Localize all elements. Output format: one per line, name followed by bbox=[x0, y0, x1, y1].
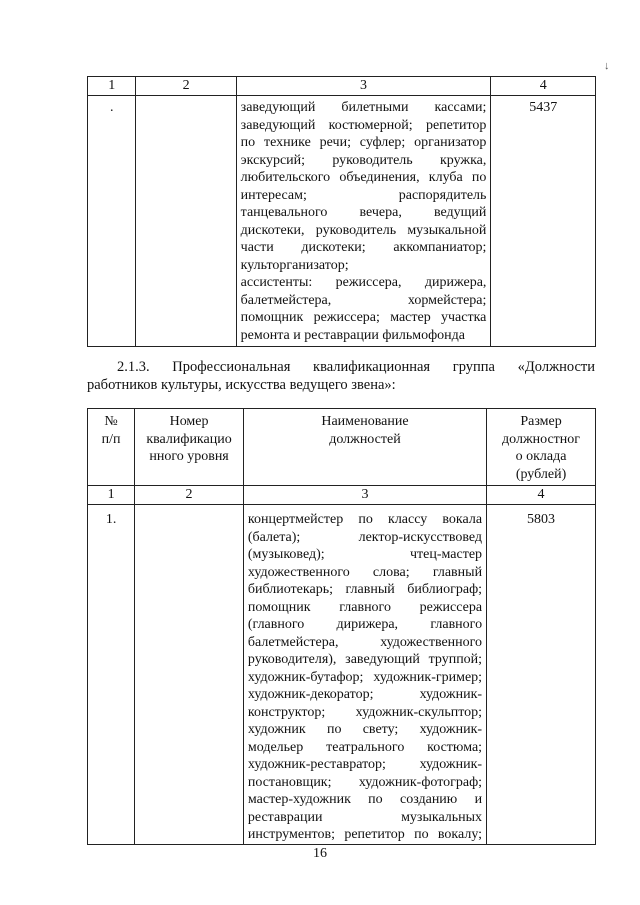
positions-cell bbox=[243, 505, 486, 845]
section-heading-paragraph bbox=[87, 358, 595, 394]
position-line: ремонта и реставрации фильмофонда bbox=[240, 327, 466, 343]
position-line: заведующий билетными кассами; bbox=[240, 100, 487, 115]
table-row bbox=[88, 505, 596, 845]
position-line: конструктор; художник-скульптор; bbox=[247, 704, 483, 720]
row-number-cell: 1. bbox=[88, 505, 135, 845]
page-number: 16 bbox=[313, 846, 327, 861]
position-line: (балета); лектор-искусствовед bbox=[247, 529, 483, 545]
column-header-level: Номер квалификацио нного уровня bbox=[135, 409, 244, 486]
position-line: постановщик; художник-фотограф; bbox=[247, 774, 483, 790]
level-cell bbox=[135, 505, 244, 845]
number-cell-2: 2 bbox=[135, 486, 244, 505]
position-line: заведующий костюмерной; репетитор bbox=[240, 117, 487, 133]
position-line: культорганизатор; bbox=[240, 257, 349, 273]
corner-mark: ↓ bbox=[604, 60, 610, 72]
position-line: библиотекарь; главный библиограф; bbox=[247, 582, 483, 597]
position-line: (музыковед); чтец-мастер bbox=[247, 547, 483, 562]
position-line: любительского объединения, клуба по bbox=[240, 170, 487, 185]
position-line: мастер-художник по созданию и bbox=[247, 792, 483, 807]
position-line: художник-декоратор; художник- bbox=[247, 687, 483, 702]
header-cell-3: 3 bbox=[236, 77, 491, 96]
table-column-headers bbox=[88, 409, 596, 486]
position-line: помощник главного режиссера bbox=[247, 599, 483, 615]
position-line: балетмейстера, хормейстера; bbox=[240, 292, 487, 308]
qualification-table bbox=[87, 408, 596, 845]
position-line: дискотеки, руководитель музыкальной bbox=[240, 222, 487, 238]
column-header-positions: Наименование должностей bbox=[243, 409, 486, 486]
salary-cell: 5437 bbox=[491, 96, 596, 347]
table-row bbox=[88, 96, 596, 347]
position-line: по технике речи; суфлер; организатор bbox=[240, 135, 487, 150]
position-line: инструментов; репетитор по вокалу; bbox=[247, 827, 483, 842]
position-line: руководителя), заведующий труппой; bbox=[247, 652, 483, 667]
number-cell-4: 4 bbox=[487, 486, 596, 505]
position-line: художник-реставратор; художник- bbox=[247, 757, 483, 772]
header-cell-4: 4 bbox=[491, 77, 596, 96]
position-line: (главного дирижера, главного bbox=[247, 617, 483, 632]
position-line: художник по свету; художник- bbox=[247, 722, 483, 737]
position-line: ассистенты: режиссера, дирижера, bbox=[240, 275, 487, 290]
number-cell-3: 3 bbox=[243, 486, 486, 505]
column-header-salary: Размер должностног о оклада (рублей) bbox=[487, 409, 596, 486]
level-cell bbox=[136, 96, 236, 347]
position-line: реставрации музыкальных bbox=[247, 809, 483, 825]
salary-cell: 5803 bbox=[487, 505, 596, 845]
position-line: художник-бутафор; художник-гример; bbox=[247, 669, 483, 685]
position-line: концертмейстер по классу вокала bbox=[247, 512, 483, 527]
position-line: части дискотеки; аккомпаниатор; bbox=[240, 240, 487, 255]
column-header-number: № п/п bbox=[88, 409, 135, 486]
paragraph-line: 2.1.3. Профессиональная квалификационная группа «Должности bbox=[117, 359, 595, 375]
position-line: балетмейстера, художественного bbox=[247, 634, 483, 650]
position-line: экскурсий; руководитель кружка, bbox=[240, 152, 487, 168]
table-continuation bbox=[87, 76, 596, 347]
position-line: модельер театрального костюма; bbox=[247, 739, 483, 755]
position-line: помощник режиссера; мастер участка bbox=[240, 310, 487, 325]
header-cell-1: 1 bbox=[88, 77, 136, 96]
table-number-row bbox=[88, 486, 596, 505]
number-cell-1: 1 bbox=[88, 486, 135, 505]
row-number-cell: . bbox=[88, 96, 136, 347]
positions-cell bbox=[236, 96, 491, 347]
position-line: интересам; распорядитель bbox=[240, 187, 487, 203]
position-line: художественного слова; главный bbox=[247, 564, 483, 580]
table-header-row bbox=[88, 77, 596, 96]
position-line: танцевального вечера, ведущий bbox=[240, 205, 487, 220]
paragraph-line: работников культуры, искусства ведущего звена»: bbox=[87, 377, 396, 393]
header-cell-2: 2 bbox=[136, 77, 236, 96]
